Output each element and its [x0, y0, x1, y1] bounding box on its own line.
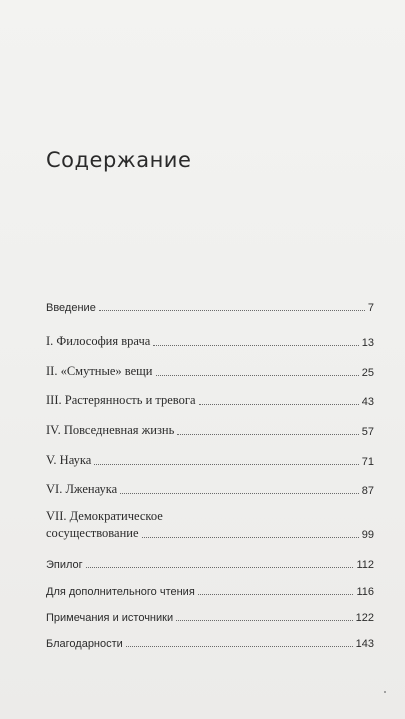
dot-leader — [199, 404, 359, 405]
toc-entry-title: V. Наука — [46, 453, 92, 467]
toc-page-number: 122 — [355, 612, 374, 624]
dot-leader — [177, 434, 358, 435]
dot-leader — [198, 594, 354, 595]
toc-entry-chapter-1[interactable] — [46, 333, 374, 349]
toc-page-number: 112 — [356, 559, 374, 571]
toc-entry-chapter-3[interactable] — [46, 392, 374, 408]
toc-entry-title-line-2: сосуществование — [46, 526, 139, 540]
dot-leader — [99, 310, 365, 311]
toc-entry-title: Эпилог — [46, 559, 83, 571]
toc-entry-further-reading[interactable] — [46, 584, 374, 598]
dot-leader — [120, 493, 359, 494]
toc-page-number: 25 — [361, 367, 374, 379]
toc-page-number: 116 — [356, 586, 374, 598]
toc-entry-title: Примечания и источники — [46, 612, 174, 624]
toc-entry-title: Для дополнительного чтения — [46, 586, 195, 598]
toc-entry-title: Благодарности — [46, 638, 123, 650]
toc-entry-chapter-7[interactable] — [46, 508, 374, 541]
toc-entry-title: II. «Смутные» вещи — [46, 364, 153, 378]
toc-page-number: 71 — [361, 456, 374, 468]
toc-page-number: 87 — [361, 485, 374, 497]
page-title: Содержание — [46, 148, 192, 172]
toc-entry-title: VI. Лженаука — [46, 482, 118, 496]
toc-entry-introduction[interactable] — [46, 300, 374, 314]
toc-page-number: 57 — [361, 426, 374, 438]
toc-page-number: 143 — [355, 638, 374, 650]
dot-leader — [142, 537, 359, 538]
dot-leader — [153, 345, 358, 346]
dot-leader — [94, 464, 358, 465]
toc-entry-second-row — [46, 525, 374, 541]
dot-leader — [156, 375, 359, 376]
paper-speck — [384, 691, 386, 693]
toc-entry-title: III. Растерянность и тревога — [46, 393, 196, 407]
toc-entry-chapter-5[interactable] — [46, 452, 374, 468]
toc-page-number: 7 — [367, 302, 374, 314]
toc-entry-notes[interactable] — [46, 610, 374, 624]
toc-entry-chapter-4[interactable] — [46, 422, 374, 438]
toc-entry-acknowledgements[interactable] — [46, 636, 374, 650]
toc-entry-chapter-6[interactable] — [46, 481, 374, 497]
toc-entry-title: IV. Повседневная жизнь — [46, 423, 175, 437]
toc-entry-title-line-1: VII. Демократическое — [46, 509, 163, 523]
toc-page-number: 13 — [361, 337, 374, 349]
dot-leader — [86, 567, 354, 568]
toc-page-number: 43 — [361, 396, 374, 408]
dot-leader — [126, 646, 353, 647]
dot-leader — [176, 620, 353, 621]
toc-entry-title: Введение — [46, 302, 96, 314]
toc-entry-title: I. Философия врача — [46, 334, 151, 348]
toc-page-number: 99 — [361, 529, 374, 541]
table-of-contents — [46, 0, 374, 719]
toc-entry-epilogue[interactable] — [46, 557, 374, 571]
toc-entry-chapter-2[interactable] — [46, 363, 374, 379]
